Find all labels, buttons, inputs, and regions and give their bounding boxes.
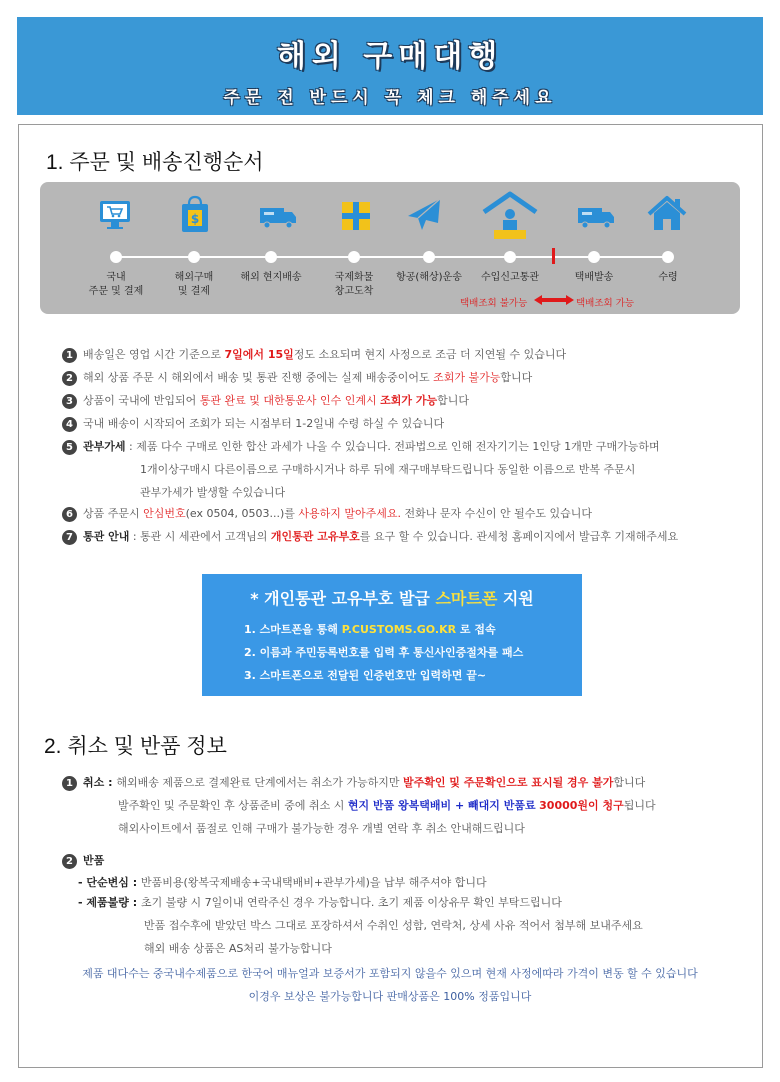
footer-note-2: 이경우 보상은 불가능합니다 판매상품은 100% 정품입니다 xyxy=(248,990,532,1003)
customs-step-3: 3. 스마트폰으로 전달된 인증번호만 입력하면 끝~ xyxy=(244,669,487,682)
delivery-truck-icon xyxy=(576,202,616,230)
timeline-dot xyxy=(265,251,277,263)
banner-title: 해외 구매대행 xyxy=(276,39,504,74)
double-arrow-icon xyxy=(534,295,574,305)
note-6: 6 상품 주문시 안심번호(ex 0504, 0503...)를 사용하지 말아주세요. 전화나 문자 수신이 안 될수도 있습니다 xyxy=(62,505,592,522)
step-label-8: 수령 xyxy=(658,272,678,283)
process-diagram xyxy=(40,182,740,314)
step-label-6: 수입신고통관 xyxy=(481,272,539,283)
note-3: 3 상품이 국내에 반입되어 통관 완료 및 대한통운사 인수 인계시 조회가 가능합니다 xyxy=(62,392,469,409)
step-label-7: 택배발송 xyxy=(574,272,614,283)
customs-step-2: 2. 이름과 주민등록번호를 입력 후 통신사인증절차를 패스 xyxy=(244,646,524,659)
delivery-truck-icon xyxy=(258,202,298,230)
note-4: 4 국내 배송이 시작되어 조회가 되는 시점부터 1-2일내 수령 하실 수 있습니다 xyxy=(62,415,444,432)
cancel-line-3: 해외사이트에서 품절로 인해 구매가 불가능한 경우 개별 연락 후 취소 안내해드립니다 xyxy=(118,822,525,835)
returns-defect-line-2: 반품 접수후에 받았던 박스 그대로 포장하셔서 수취인 성함, 연락처, 상세 사유 적어서 첨부해 보내주세요 xyxy=(144,919,643,932)
note-2: 2 해외 상품 주문 시 해외에서 배송 및 통관 진행 중에는 실제 배송중이어도 조회가 불가능합니다 xyxy=(62,369,532,386)
note-5-line-3: 관부가세가 발생할 수있습니다 xyxy=(140,486,286,499)
step-label-4: 국제화물 창고도착 xyxy=(334,272,374,297)
footer-note-1: 제품 대다수는 중국내수제품으로 한국어 매뉴얼과 보증서가 포함되지 않을수 있으며 현재 사정에따라 가격이 변동 할 수 있습니다 xyxy=(82,967,698,980)
banner-subtitle: 주문 전 반드시 꼭 체크 해주세요 xyxy=(223,88,557,108)
cancel-line-2: 발주확인 및 주문확인 후 상품준비 중에 취소 시 현지 반품 왕복택배비 + 빼대지 반품료 30000원이 청구됩니다 xyxy=(118,799,656,812)
warehouse-box-icon xyxy=(340,200,372,232)
timeline-dot xyxy=(188,251,200,263)
svg-text:$: $ xyxy=(190,212,200,226)
timeline-dot xyxy=(588,251,600,263)
note-1: 1 배송일은 영업 시간 기준으로 7일에서 15일정도 소요되며 현지 사정으로 조금 더 지연될 수 있습니다 xyxy=(62,346,566,363)
airplane-icon xyxy=(404,196,444,234)
timeline-dot xyxy=(504,251,516,263)
returns-defect: - 제품불량 : 초기 불량 시 7일이내 연락주신 경우 가능합니다. 초기 제품 이상유무 확인 부탁드립니다 xyxy=(78,896,562,909)
returns-simple: - 단순변심 : 반품비용(왕복국제배송+국내택배비+관부가세)을 납부 해주셔야 합니다 xyxy=(78,876,487,889)
timeline-dot xyxy=(423,251,435,263)
shopping-bag-dollar-icon xyxy=(178,194,212,234)
step-label-2: 해외구매 및 결제 xyxy=(174,272,214,297)
note-5: 5 관부가세 : 제품 다수 구매로 인한 합산 과세가 나올 수 있습니다. 전파법으로 인해 전자기기는 1인당 1개만 구매가능하며 xyxy=(62,438,660,455)
note-7: 7 통관 안내 : 통관 시 세관에서 고객님의 개인통관 고유부호를 요구 할 수 있습니다. 관세청 홈페이지에서 발급후 기재해주세요 xyxy=(62,528,678,545)
step-label-3: 해외 현지배송 xyxy=(240,272,302,283)
tracking-divider xyxy=(552,248,555,264)
returns-defect-line-3: 해외 배송 상품은 AS처리 불가능합니다 xyxy=(144,942,332,955)
note-5-line-2: 1개이상구매시 다른이름으로 구매하시거나 하루 뒤에 재구매부탁드립니다 동일한 이름으로 반복 주문시 xyxy=(140,463,636,476)
customs-code-title: * 개인통관 고유부호 발급 스마트폰 지원 xyxy=(250,589,534,608)
section-title-order-process: 1. 주문 및 배송진행순서 xyxy=(46,151,264,174)
cancel-line-1: 1 취소 : 해외배송 제품으로 결제완료 단계에서는 취소가 가능하지만 발주확인 및 주문확인으로 표시될 경우 불가합니다 xyxy=(62,774,645,791)
customs-site-link: P.CUSTOMS.GO.KR xyxy=(341,623,457,636)
step-label-5: 항공(해상)운송 xyxy=(396,272,462,283)
timeline-dot xyxy=(348,251,360,263)
returns-heading: 2 반품 xyxy=(62,852,104,869)
home-icon xyxy=(646,194,688,234)
header-banner xyxy=(17,17,763,115)
customs-code-info-box xyxy=(202,574,582,696)
step-label-1: 국내 주문 및 결제 xyxy=(88,272,144,297)
tracking-available-label: 택배조회 가능 xyxy=(576,298,635,309)
customs-step-1: 1. 스마트폰을 통해 P.CUSTOMS.GO.KR 로 접속 xyxy=(244,623,496,636)
timeline-dot xyxy=(662,251,674,263)
section-title-cancel-return: 2. 취소 및 반품 정보 xyxy=(44,735,227,758)
customs-house-icon xyxy=(480,190,540,242)
computer-cart-icon xyxy=(98,198,132,232)
timeline-dot xyxy=(110,251,122,263)
tracking-unavailable-label: 택배조회 불가능 xyxy=(460,298,528,309)
